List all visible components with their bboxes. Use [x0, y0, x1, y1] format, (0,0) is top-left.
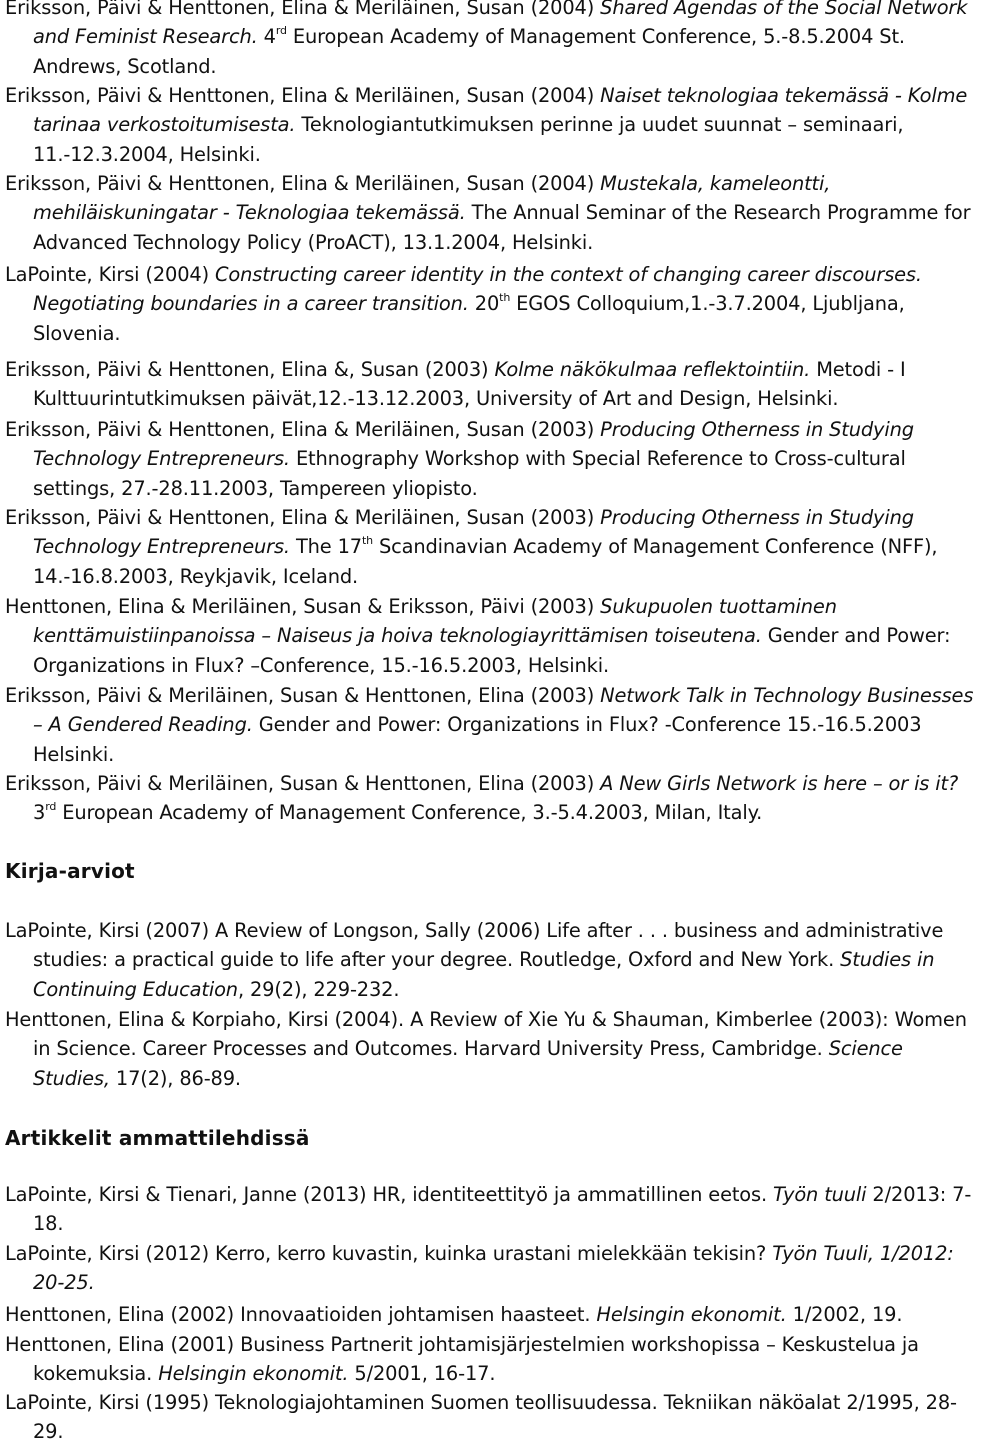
- article-entry: LaPointe, Kirsi (2012) Kerro, kerro kuvastin, kuinka urastani mielekkään tekisin? Työn Tuuli, 1/2012: 20-25.: [5, 1242, 954, 1295]
- reference-entry: Eriksson, Päivi & Meriläinen, Susan & Henttonen, Elina (2003) A New Girls Network is here – or is it? 3rd European Academy of Management Conference, 3.-5.4.2003, Milan, Italy.: [5, 772, 959, 825]
- article-entry: Henttonen, Elina (2001) Business Partnerit johtamisjärjestelmien workshopissa – Keskustelua ja kokemuksia. Helsingin ekonomit. 5/2001, 16-17.: [5, 1333, 919, 1386]
- article-entry: LaPointe, Kirsi (1995) Teknologiajohtaminen Suomen teollisuudessa. Tekniikan näköalat 2/1995, 28-29.: [5, 1391, 957, 1444]
- reference-entry: Eriksson, Päivi & Henttonen, Elina & Meriläinen, Susan (2004) Mustekala, kameleontti, mehiläiskuningatar - Teknologiaa tekemässä. The Annual Seminar of the Research Programme for Advanced Technology Policy (ProACT), 13.1.2004, Helsinki.: [5, 172, 971, 254]
- reference-entry: Henttonen, Elina & Meriläinen, Susan & Eriksson, Päivi (2003) Sukupuolen tuottaminen kenttämuistiinpanoissa – Naiseus ja hoiva teknologiayrittämisen toiseutena. Gender and Power: Organizations in Flux? –Conference, 15.-16.5.2003, Helsinki.: [5, 595, 951, 677]
- reference-entry: Eriksson, Päivi & Henttonen, Elina & Meriläinen, Susan (2004) Shared Agendas of the Social Network and Feminist Research. 4rd European Academy of Management Conference, 5.-8.5.2004 St. Andrews, Scotland.: [5, 0, 968, 78]
- review-entry: LaPointe, Kirsi (2007) A Review of Longson, Sally (2006) Life after . . . business and administrative studies: a practical guide to life after your degree. Routledge, Oxford and New York. Studies in Continuing Education, 29(2), 229-232.: [5, 919, 944, 1001]
- review-entry: Henttonen, Elina & Korpiaho, Kirsi (2004). A Review of Xie Yu & Shauman, Kimberlee (2003): Women in Science. Career Processes and Outcomes. Harvard University Press, Cambridge. Science Studies, 17(2), 86-89.: [5, 1008, 967, 1090]
- reference-entry: Eriksson, Päivi & Meriläinen, Susan & Henttonen, Elina (2003) Network Talk in Technology Businesses – A Gendered Reading. Gender and Power: Organizations in Flux? -Conference 15.-16.5.2003 Helsinki.: [5, 684, 974, 766]
- section-heading-articles: Artikkelit ammattilehdissä: [5, 1126, 310, 1150]
- reference-entry: Eriksson, Päivi & Henttonen, Elina & Meriläinen, Susan (2003) Producing Otherness in Studying Technology Entrepreneurs. Ethnography Workshop with Special Reference to Cross-cultural settings, 27.-28.11.2003, Tampereen yliopisto.: [5, 418, 914, 500]
- section-heading-reviews: Kirja-arviot: [5, 859, 135, 883]
- article-entry: LaPointe, Kirsi & Tienari, Janne (2013) HR, identiteettityö ja ammatillinen eetos. Työn tuuli 2/2013: 7-18.: [5, 1183, 972, 1236]
- reference-entry: Eriksson, Päivi & Henttonen, Elina & Meriläinen, Susan (2004) Naiset teknologiaa tekemässä - Kolme tarinaa verkostoitumisesta. Teknologiantutkimuksen perinne ja uudet suunnat – seminaari, 11.-12.3.2004, Helsinki.: [5, 84, 968, 166]
- reference-entry: Eriksson, Päivi & Henttonen, Elina &, Susan (2003) Kolme näkökulmaa reflektointiin. Metodi - I Kulttuurintutkimuksen päivät,12.-13.12.2003, University of Art and Design, Helsinki.: [5, 358, 906, 411]
- reference-entry: Eriksson, Päivi & Henttonen, Elina & Meriläinen, Susan (2003) Producing Otherness in Studying Technology Entrepreneurs. The 17th Scandinavian Academy of Management Conference (NFF), 14.-16.8.2003, Reykjavik, Iceland.: [5, 506, 938, 588]
- reference-entry: LaPointe, Kirsi (2004) Constructing career identity in the context of changing career discourses. Negotiating boundaries in a career transition. 20th EGOS Colloquium,1.-3.7.2004, Ljubljana, Slovenia.: [5, 263, 922, 345]
- article-entry: Henttonen, Elina (2002) Innovaatioiden johtamisen haasteet. Helsingin ekonomit. 1/2002, 19.: [5, 1303, 903, 1326]
